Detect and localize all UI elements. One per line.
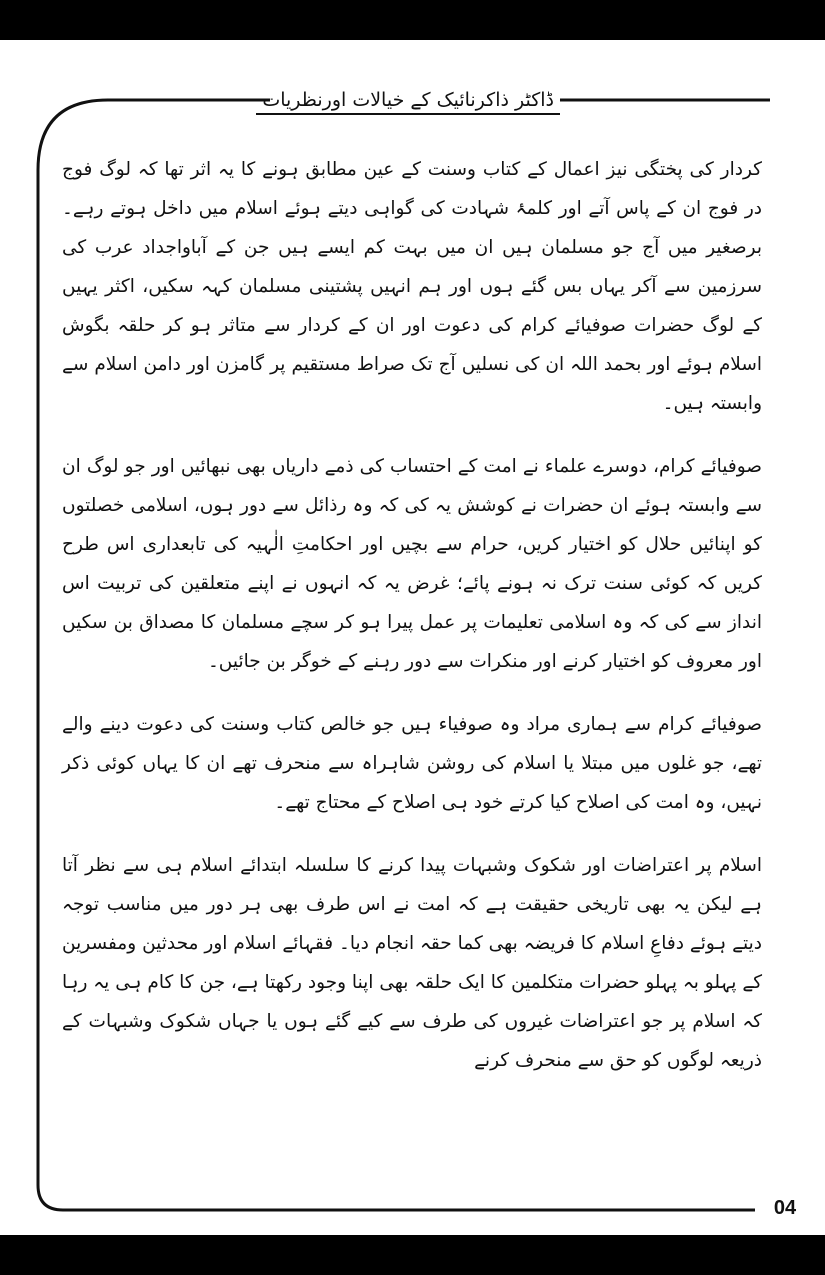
paragraph-3: صوفیائے کرام سے ہماری مراد وہ صوفیاء ہیں جو خالص کتاب وسنت کی دعوت دینے والے تھے، جو غلوں میں مبتلا یا اسلام کی روشن شاہراہ سے منحرف تھے ان کا یہاں کوئی ذکر نہیں، وہ امت کی اصلاح کیا کرتے خود ہی اصلاح کے محتاج تھے۔ [62, 714, 762, 813]
paragraph-1: کردار کی پختگی نیز اعمال کے کتاب وسنت کے عین مطابق ہونے کا یہ اثر تھا کہ لوگ فوج در فوج ان کے پاس آتے اور کلمۂ شہادت کی گواہی دیتے ہوئے اسلام میں داخل ہوتے رہے۔ برصغیر میں آج جو مسلمان ہیں ان میں بہت کم ایسے ہیں جن کے آباواجداد عرب کی سرزمین سے آکر یہاں بس گئے ہوں اور ہم انہیں پشتینی مسلمان کہہ سکیں، اکثر یہیں کے لوگ حضرات صوفیائے کرام کی دعوت اور ان کے کردار سے متاثر ہو کر حلقہ بگوش اسلام ہوئے اور بحمد اللہ ان کی نسلیں آج تک صراط مستقیم پر گامزن اور دامن اسلام سے وابستہ ہیں۔ [62, 159, 762, 414]
paragraph-4: اسلام پر اعتراضات اور شکوک وشبہات پیدا کرنے کا سلسلہ ابتدائے اسلام ہی سے نظر آتا ہے لیکن یہ بھی تاریخی حقیقت ہے کہ امت نے اس طرف بھی ہر دور میں مناسب توجہ دیتے ہوئے دفاعِ اسلام کا فریضہ بھی کما حقہ انجام دیا۔ فقہائے اسلام اور محدثین ومفسرین کے پہلو بہ پہلو حضرات متکلمین کا ایک حلقہ بھی اپنا وجود رکھتا ہے، جن کا کام ہی یہ رہا کہ اسلام پر جو اعتراضات غیروں کی طرف سے کیے گئے ہوں یا جہاں شکوک وشبہات کے ذریعہ لوگوں کو حق سے منحرف کرنے [62, 855, 762, 1071]
running-header-title: ڈاکٹر ذاکرنائیک کے خیالات اورنظریات [256, 89, 560, 115]
page-body [62, 150, 762, 1160]
paragraph-2: صوفیائے کرام، دوسرے علماء نے امت کے احتساب کی ذمے داریاں بھی نبھائیں اور جو لوگ ان سے وابستہ ہوئے ان حضرات نے کوشش یہ کی کہ وہ رذائل سے دور ہوں، اسلامی خصلتوں کو اپنائیں حلال کو اختیار کریں، حرام سے بچیں اور احکامتِ الٰہیہ کی تابعداری اس طرح کریں کہ کوئی سنت ترک نہ ہونے پائے؛ غرض یہ کہ انہوں نے اپنے متعلقین کی تربیت اس انداز سے کی کہ وہ اسلامی تعلیمات پر عمل پیرا ہو کر سچے مسلمان کا مصداق بن سکیں اور معروف کو اختیار کرنے اور منکرات سے دور رہنے کے خوگر بن جائیں۔ [62, 456, 762, 672]
bottom-scan-border [0, 1235, 825, 1275]
top-scan-border [0, 0, 825, 40]
running-header [262, 82, 560, 118]
page-number: 04 [760, 1192, 810, 1224]
